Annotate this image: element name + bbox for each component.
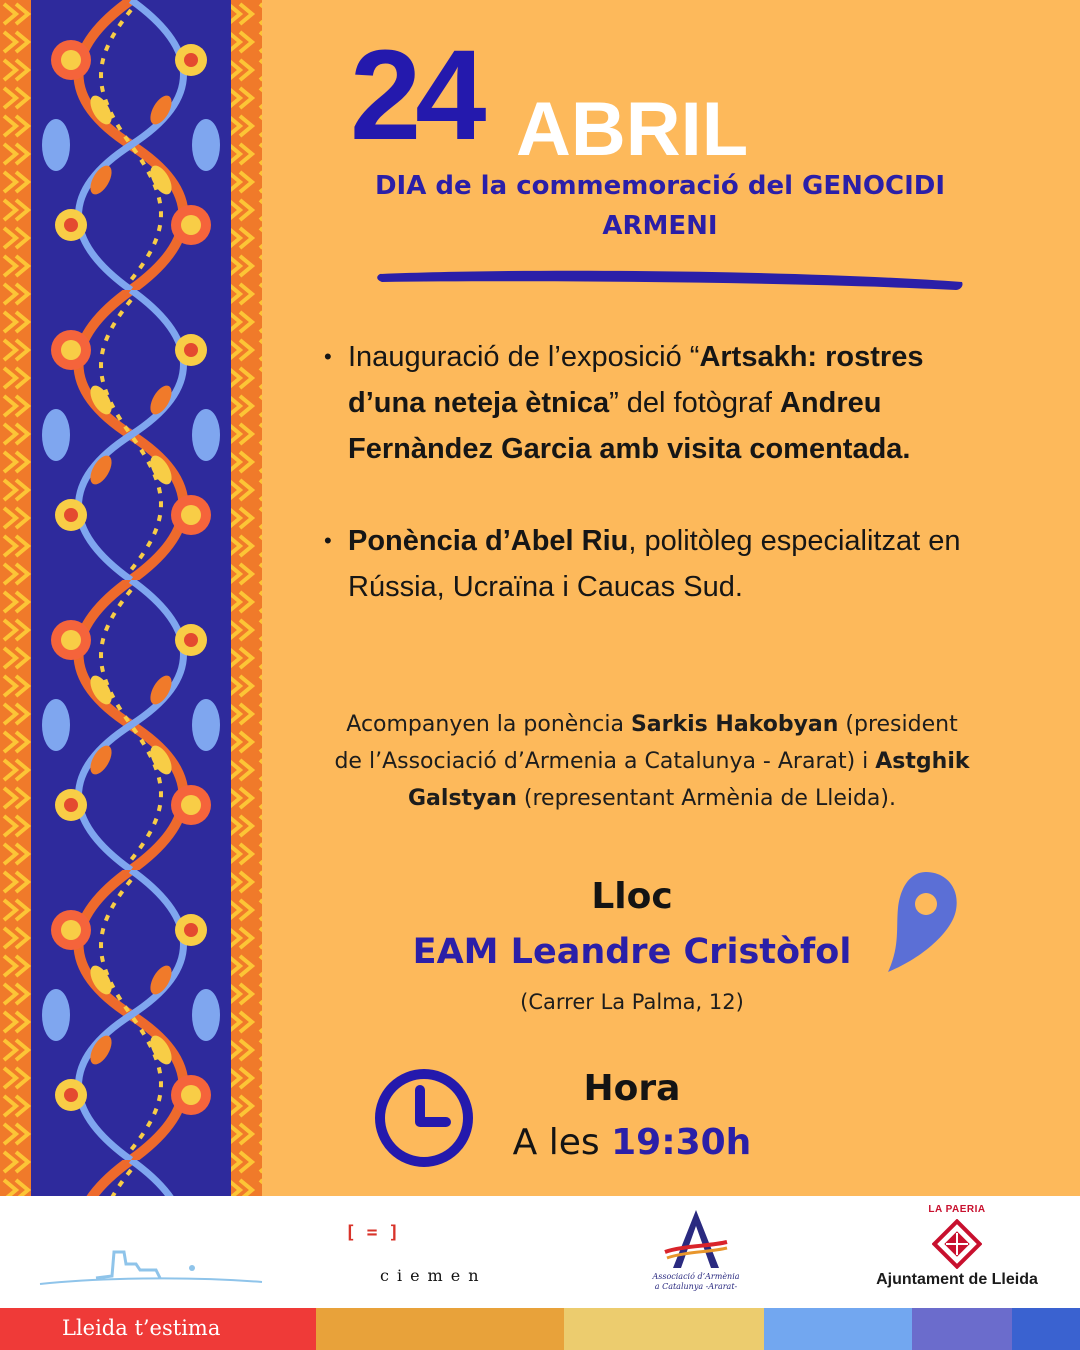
brush-underline xyxy=(374,262,968,294)
list-item-exhibition: • Inauguració de l’exposició “Artsakh: rostres d’una neteja ètnica” del fotògraf Andreu Fernàndez Garcia amb visita comentada. xyxy=(322,334,1002,472)
color-bar xyxy=(0,1308,1080,1350)
ciemen-logo-text: ciemen xyxy=(380,1266,487,1285)
ornament-border xyxy=(0,0,262,1196)
lleida-slogan: Lleida t’estima xyxy=(62,1316,221,1340)
lleida-skyline-logo xyxy=(36,1240,266,1288)
paeria-emblem xyxy=(932,1219,982,1269)
assoc-line-2: a Catalunya -Ararat- xyxy=(654,1282,738,1291)
bar-violet xyxy=(912,1308,1012,1350)
bar-yellow xyxy=(564,1308,764,1350)
ajuntament-name: Ajuntament de Lleida xyxy=(876,1271,1038,1288)
date-day: 24 xyxy=(350,24,481,167)
event-list xyxy=(322,334,1002,610)
clock-icon xyxy=(372,1066,476,1170)
bar-lightblue xyxy=(764,1308,912,1350)
place-label: Lloc xyxy=(591,876,673,917)
bar-orange xyxy=(316,1308,564,1350)
armenian-association-logo xyxy=(640,1206,752,1306)
assoc-line-1: Associació d’Armènia xyxy=(652,1272,740,1281)
subtitle-line-1: DIA de la commemoració del GENOCIDI xyxy=(374,171,946,201)
bar-blue xyxy=(1012,1308,1080,1350)
sponsor-logos xyxy=(0,1196,1080,1308)
date-month: ABRIL xyxy=(516,87,749,172)
place-address: (Carrer La Palma, 12) xyxy=(520,990,744,1014)
time-label: Hora xyxy=(583,1068,681,1109)
map-pin-icon xyxy=(882,868,962,976)
place-name: EAM Leandre Cristòfol xyxy=(412,932,852,972)
time-value: A les 19:30h xyxy=(512,1122,752,1163)
event-info xyxy=(262,0,1080,1196)
event-subtitle xyxy=(322,166,998,246)
paeria-label: LA PAERIA xyxy=(928,1204,986,1215)
list-item-talk: • Ponència d’Abel Riu, politòleg especialitzat en Rússia, Ucraïna i Caucas Sud. xyxy=(322,518,1002,610)
armenian-association-emblem xyxy=(661,1206,731,1272)
accompanying-speakers: Acompanyen la ponència Sarkis Hakobyan (president de l’Associació d’Armenia a Catalunya - Ararat) i Astghik Galstyan (representant Armènia de Lleida). xyxy=(334,712,970,811)
ciemen-logo-mark: [ = ] xyxy=(345,1222,400,1243)
lleida-slogan-band xyxy=(0,1308,316,1350)
ajuntament-lleida-logo xyxy=(862,1204,1052,1304)
subtitle-line-2: ARMENI xyxy=(602,211,718,241)
